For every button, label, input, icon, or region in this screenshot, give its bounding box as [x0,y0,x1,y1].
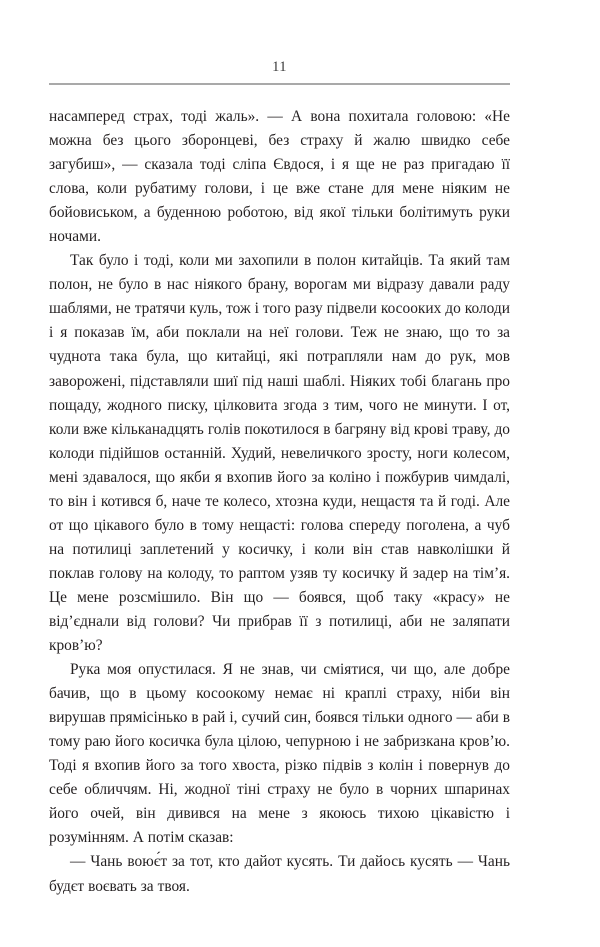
paragraph: насамперед страх, тоді жаль». — А вона похитала головою: «Не можна без цього зборонцеві, без страху й жалю швидко себе загубиш», — сказала тоді сліпа Євдося, і я ще не раз пригадаю її слова, коли рубатиму голови, і це вже стане для мене ніяким не бойовиськом, а буденною роботою, від якої тільки болітимуть руки ночами. [49,108,510,246]
page-number: 11 [272,59,287,75]
body-text [49,105,510,899]
paragraph: Так було і тоді, коли ми захопили в полон китайців. Та який там полон, не було в нас ніякого брану, ворогам ми відразу давали раду шаблями, не тратячи куль, тож і того разу підвели косооких до колоди і я показав їм, аби поклали на неї голови. Теж не знаю, що то за чуднота така була, що китайці, які потрапляли нам до рук, мов заворожені, підставляли шиї під наші шаблі. Ніяких тобі благань про пощаду, жодного писку, цілковита згода з тим, чого не минути. І от, коли вже кільканадцять голів покотилося в багряну від крові траву, до колоди підійшов останній. Худий, невеличкого зросту, ноги колесом, мені здавалося, що якби я вхопив його за коліно і пожбурив чимдалі, то він і котився б, наче те колесо, хтозна куди, нещастя та й годі. Але от що цікавого було в тому нещасті: голова спереду поголена, а чуб на потилиці заплетений у косичку, і коли він став навколішки й поклав голову на колоду, то раптом узяв ту косичку й задер на тім’я. Це мене розсмішило. Він що — боявся, щоб таку «красу» не від’єднали від голови? Чи прибрав її з потилиці, аби не заляпати кров’ю? [49,252,510,655]
paragraph-dialogue: — Чань воює́т за тот, кто дайот кусять. Ти дайось кусять — Чань будєт воєвать за твоя. [49,853,510,895]
header-rule [49,83,510,85]
running-head [49,58,510,85]
paragraph: Рука моя опустилася. Я не знав, чи сміятися, чи що, але добре бачив, що в цьому косоокому немає ні краплі страху, ніби він вирушав прямісінько в рай і, сучий син, боявся тільки одного — аби в тому раю його косичка була цілою, чепурною і не забризкана кров’ю. Тоді я вхопив його за того хвоста, різко підвів з колін і повернув до себе обличчям. Ні, жодної тіні страху не було в чорних шпаринах його очей, він дивився на мене з якоюсь тихою цікавістю і розумінням. А потім сказав: [49,661,510,847]
